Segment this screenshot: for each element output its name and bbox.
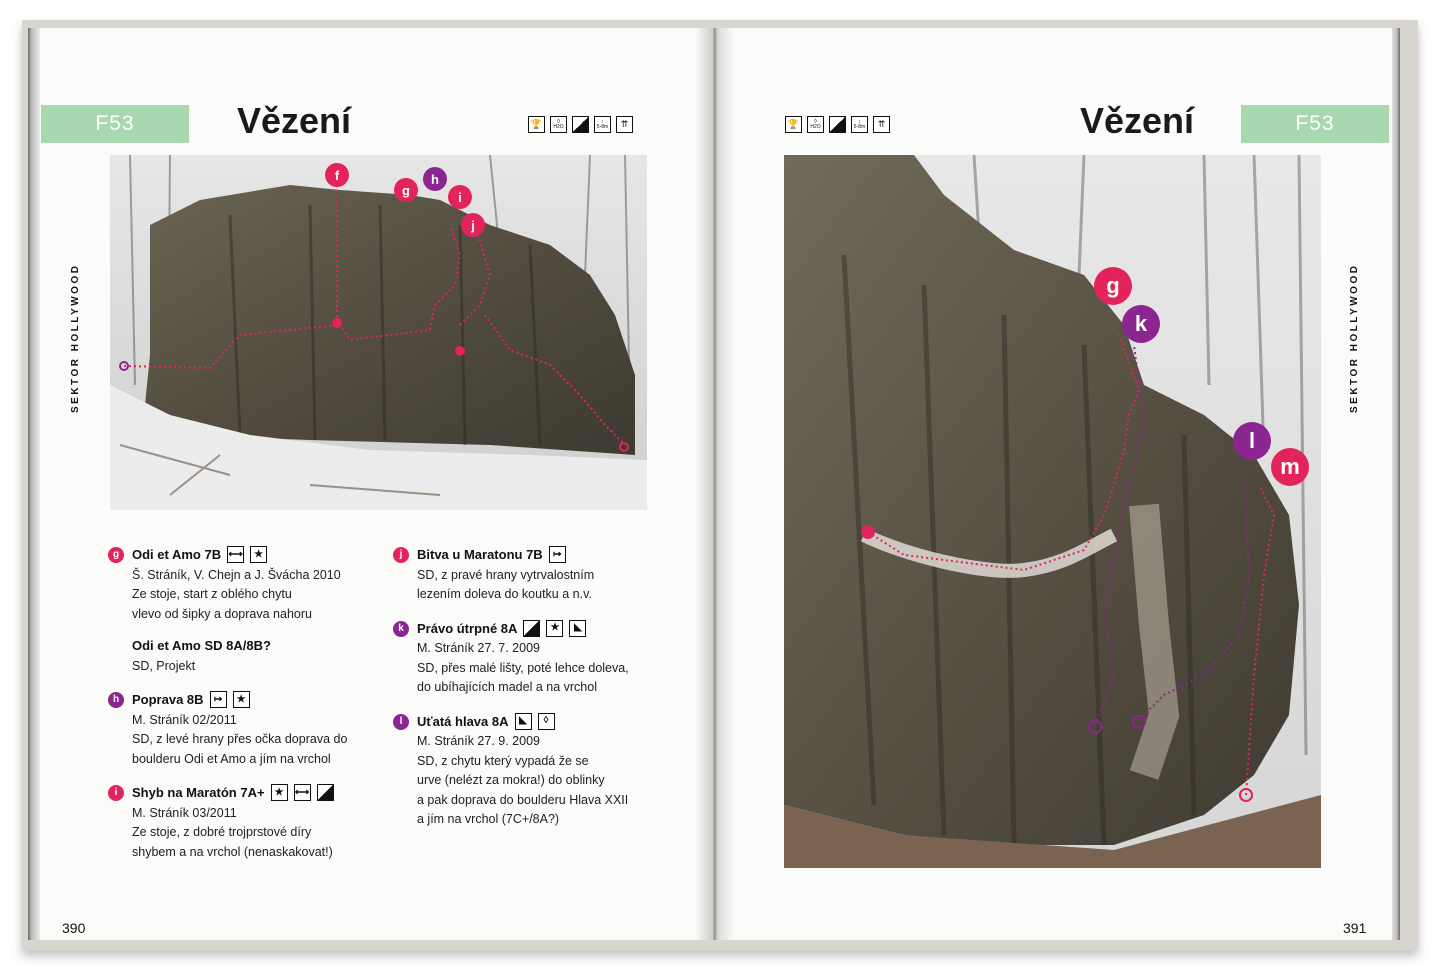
route-list-col1: [108, 545, 378, 876]
route-title: Poprava 8B: [132, 692, 204, 707]
route-name: [132, 636, 271, 656]
overhang-icon: [829, 116, 846, 133]
route-letter-k: k: [393, 621, 409, 637]
traverse-right-icon: ↦: [549, 546, 566, 563]
route-detail: a jím na vrchol (7C+/8A?): [417, 812, 560, 826]
page-title: Vězení: [237, 100, 352, 141]
overhang-icon: [523, 620, 540, 637]
height-label: 5-8m: [596, 123, 609, 130]
star-2-icon: ★: [233, 691, 250, 708]
route-letter-j: j: [393, 547, 409, 563]
route-name: [417, 712, 555, 732]
route-detail: Ze stoje, start z oblého chytu: [132, 587, 292, 601]
route-pin-l: l: [1233, 422, 1271, 460]
route-title: Odi et Amo SD 8A/8B?: [132, 638, 271, 653]
star-2-icon: ★: [546, 620, 563, 637]
landing-icon: ⇈: [873, 116, 890, 133]
crimp-icon: ◣: [515, 713, 532, 730]
route-letter-h: h: [108, 692, 124, 708]
route-title: Právo útrpné 8A: [417, 620, 518, 636]
crimp-icon: ◣: [569, 620, 586, 637]
right-page: [716, 28, 1392, 940]
route-detail: vlevo od šipky a doprava nahoru: [132, 606, 312, 621]
route-detail: SD, Projekt: [132, 658, 196, 673]
route-name: [132, 545, 267, 565]
route-detail: Š. Stráník, V. Chejn a J. Švácha 2010: [132, 567, 341, 582]
route-title: Shyb na Maratón 7A+: [132, 785, 265, 800]
height-icon: ↕ 5-8m: [851, 116, 868, 133]
route-pin-f: f: [325, 163, 349, 187]
route-odi-et-amo: [108, 545, 378, 624]
route-detail: do ubíhajících madel a na vrchol: [417, 680, 597, 694]
route-detail: M. Stráník 27. 9. 2009: [417, 734, 540, 748]
route-odi-et-amo-sd: [108, 636, 378, 676]
traverse-icon: ⟷: [294, 784, 311, 801]
grade-icons: [528, 116, 633, 133]
route-name: [132, 690, 250, 710]
traverse-right-icon: ↦: [210, 691, 227, 708]
route-detail: boulderu Odi et Amo a jím na vrchol: [132, 751, 331, 766]
route-detail: urve (nelézt za mokra!) do oblinky: [417, 773, 605, 787]
route-pin-j: j: [461, 213, 485, 237]
route-title: Odi et Amo 7B: [132, 547, 222, 562]
page-number: 390: [62, 920, 86, 936]
route-detail: SD, z chytu který vypadá že se: [417, 753, 589, 768]
grade-icons: [785, 116, 890, 133]
overhang-icon: [317, 784, 334, 801]
route-shyb-na-maraton: [108, 783, 378, 862]
route-poprava: [108, 690, 378, 769]
water-drop-icon: ◊ H2O: [550, 116, 567, 133]
route-letter-i: i: [108, 785, 124, 801]
route-detail: lezením doleva do koutku a n.v.: [417, 587, 592, 601]
route-bitva-u-maratonu: [393, 545, 693, 605]
height-icon: ↕ 5-8m: [594, 116, 611, 133]
route-detail: SD, z levé hrany přes očka doprava do: [132, 732, 348, 746]
route-letter-g: g: [108, 547, 124, 563]
route-detail: M. Stráník 02/2011: [132, 712, 237, 727]
route-detail: a pak doprava do boulderu Hlava XXII: [417, 792, 629, 807]
route-letter-l: l: [393, 714, 409, 730]
boulder-photo-left-image: [110, 155, 647, 510]
route-pin-h: h: [423, 167, 447, 191]
star-icon: ★: [271, 784, 288, 801]
route-detail: M. Stráník 03/2011: [132, 805, 237, 820]
route-name: [417, 545, 566, 565]
boulder-photo-right-image: [784, 155, 1321, 868]
route-title: Uťatá hlava 8A: [417, 713, 509, 729]
h2o-label: H2O: [810, 124, 821, 130]
route-detail: M. Stráník 27. 7. 2009: [417, 641, 540, 655]
page-number: 391: [1343, 920, 1367, 936]
route-detail: shybem a na vrchol (nenaskakovat!): [132, 844, 333, 859]
route-list-col2: [393, 545, 693, 844]
sector-label: SEKTOR HOLLYWOOD: [1349, 263, 1360, 413]
route-detail: SD, z pravé hrany vytrvalostním: [417, 567, 595, 582]
left-page-edge: [28, 28, 40, 940]
boulder-photo-right: [784, 155, 1321, 868]
h2o-label: H2O: [553, 124, 564, 130]
boulder-photo-left: [110, 155, 647, 510]
route-title: Bitva u Maratonu 7B: [417, 547, 543, 562]
route-detail: Ze stoje, z dobré trojprstové díry: [132, 825, 312, 839]
landing-icon: ⇈: [616, 116, 633, 133]
traverse-icon: ⟷: [227, 546, 244, 563]
route-pin-g: g: [1094, 267, 1132, 305]
area-code-badge: F53: [1241, 105, 1389, 143]
overhang-icon: [572, 116, 589, 133]
route-name: [132, 783, 334, 803]
page-title: Vězení: [1080, 100, 1195, 141]
route-pin-m: m: [1271, 448, 1309, 486]
left-page: [40, 28, 713, 940]
trophy-icon: 🏆: [528, 116, 545, 133]
route-pravo-utrpne: [393, 619, 693, 698]
route-pin-k: k: [1122, 305, 1160, 343]
trophy-icon: 🏆: [785, 116, 802, 133]
route-detail: SD, přes malé lišty, poté lehce doleva,: [417, 660, 629, 675]
star-2-icon: ★: [250, 546, 267, 563]
route-pin-i: i: [448, 185, 472, 209]
sector-label: SEKTOR HOLLYWOOD: [70, 263, 81, 413]
route-pin-g: g: [394, 178, 418, 202]
route-utata-hlava: [393, 712, 693, 830]
area-code-badge: F53: [41, 105, 189, 143]
water-drop-icon: ◊: [538, 713, 555, 730]
height-label: 5-8m: [853, 123, 866, 130]
route-name: [417, 619, 586, 639]
water-drop-icon: ◊ H2O: [807, 116, 824, 133]
